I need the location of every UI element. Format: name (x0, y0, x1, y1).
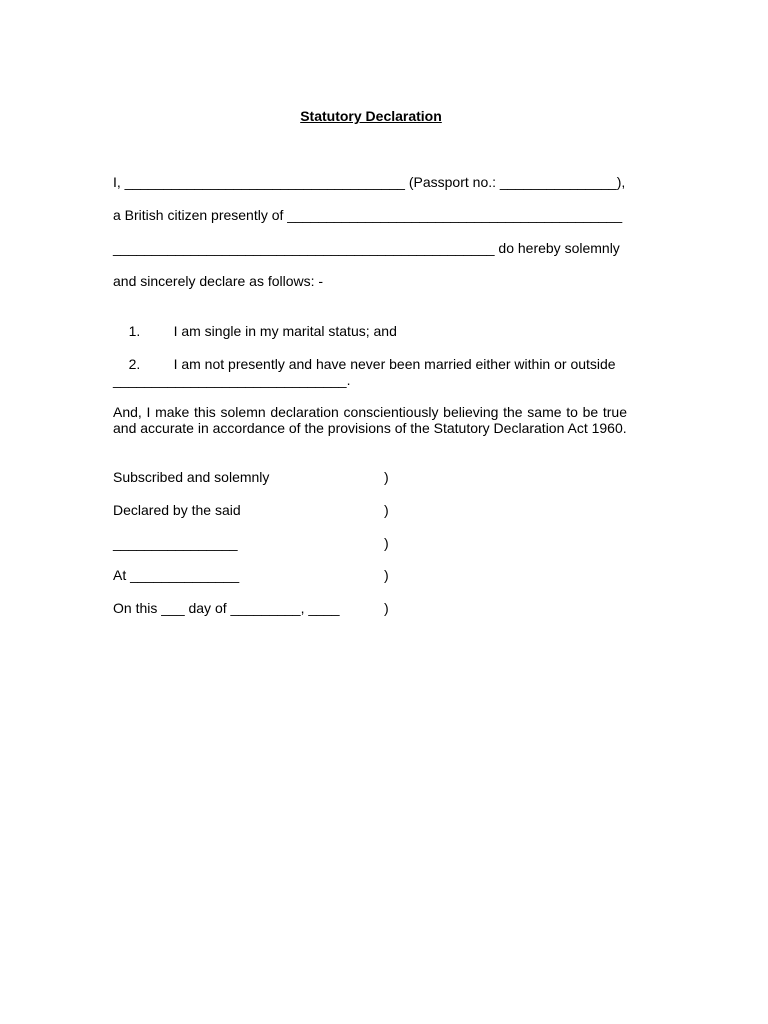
declaration-paragraph: And, I make this solemn declaration conscientiously believing the same to be true and accurate in accordance of the provisions of the Statutory Declaration Act 1960. (113, 404, 627, 436)
list-item-number: 1. (128, 323, 141, 339)
address-line-2: _________________________________________________ do hereby solemnly (113, 240, 620, 256)
list-item-number: 2. (128, 356, 141, 372)
location-blank-line: ______________________________. (113, 372, 351, 388)
signature-row-paren: ) (384, 535, 389, 551)
signature-row-paren: ) (384, 469, 389, 485)
declarant-name-line: I, ____________________________________ (Passport no.: _______________), (113, 174, 626, 190)
signature-row-label: Declared by the said (113, 502, 241, 518)
signature-row-label: ________________ (113, 535, 238, 551)
signature-row-paren: ) (384, 502, 389, 518)
signature-row-label: Subscribed and solemnly (113, 469, 270, 485)
declare-intro-line: and sincerely declare as follows: - (113, 273, 324, 289)
signature-row-label: On this ___ day of _________, ____ (113, 600, 340, 616)
address-line-1: a British citizen presently of ___________________________________________ (113, 207, 623, 223)
list-item-text: I am single in my marital status; and (173, 323, 397, 339)
signature-row-paren: ) (384, 600, 389, 616)
signature-row-label: At ______________ (113, 567, 240, 583)
document-title: Statutory Declaration (300, 108, 442, 124)
signature-row-paren: ) (384, 567, 389, 583)
list-item-text: I am not presently and have never been married either within or outside (173, 356, 616, 372)
